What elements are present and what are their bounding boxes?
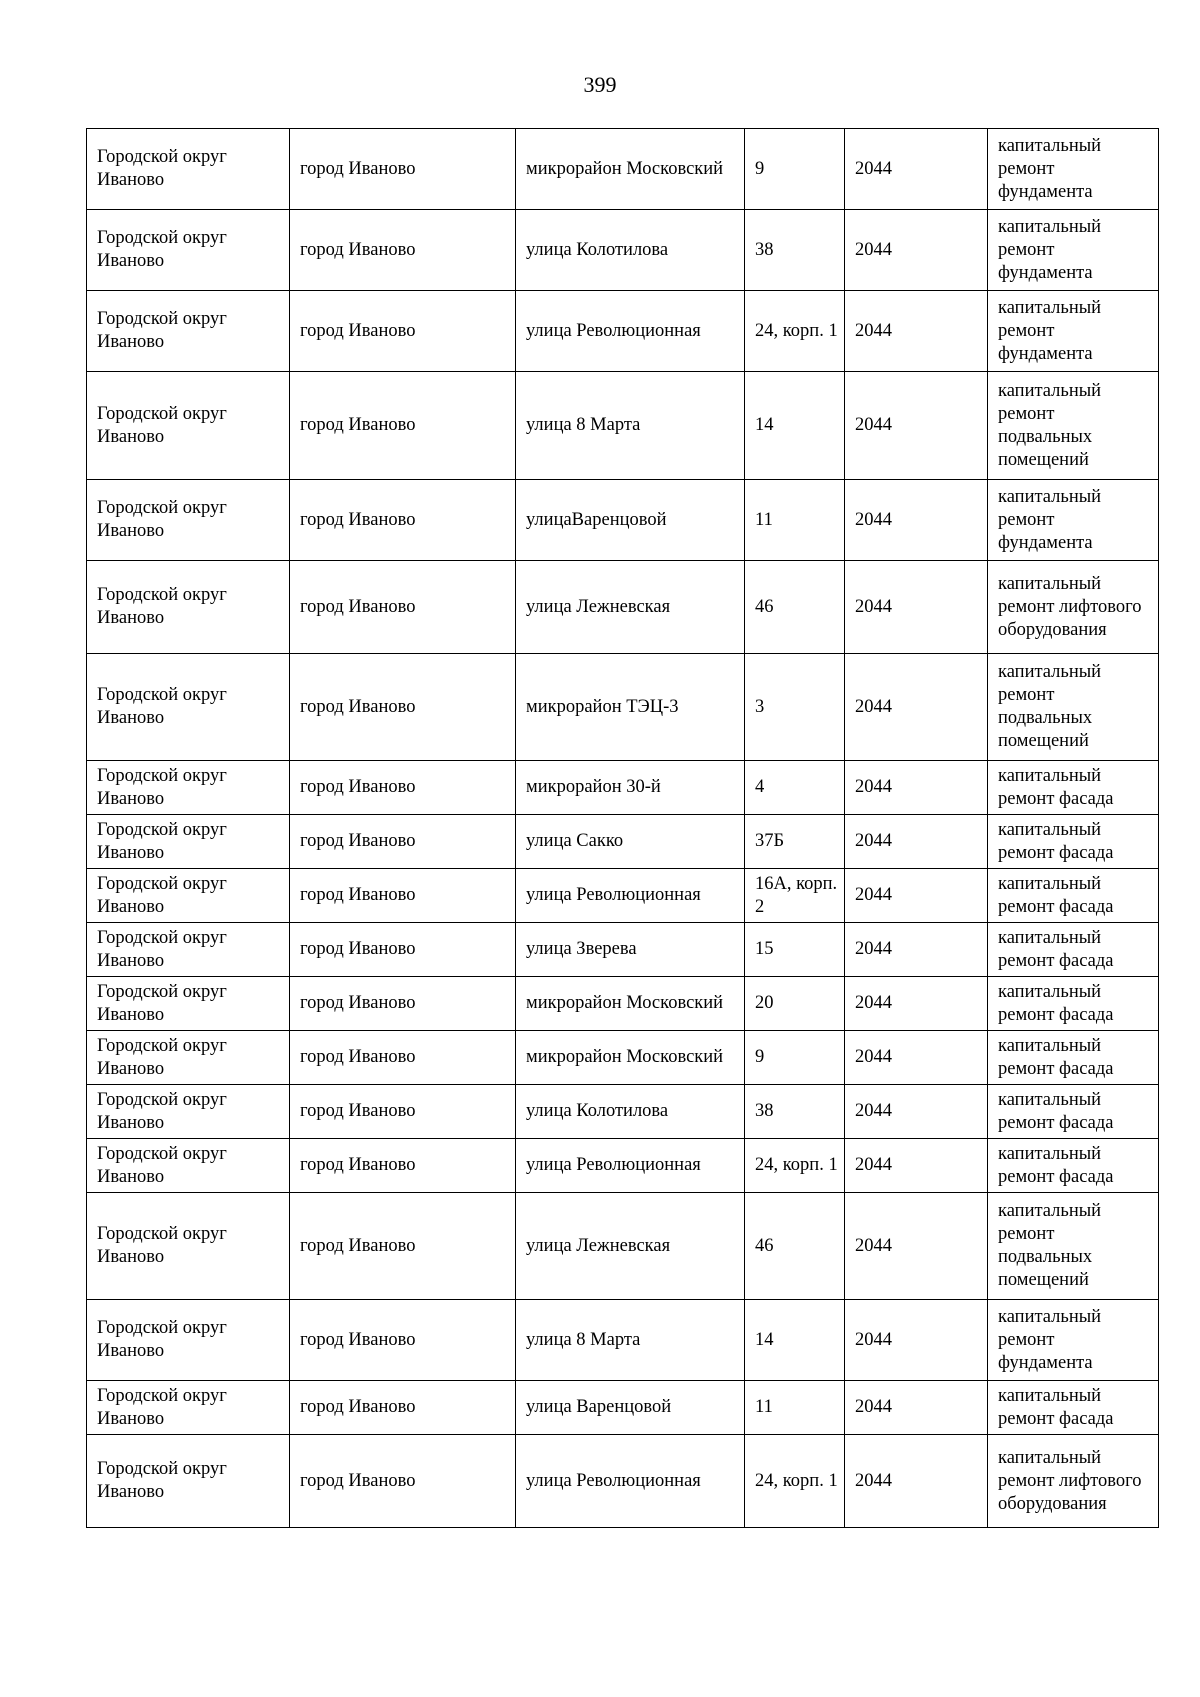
settlement-cell: город Иваново [290, 654, 516, 761]
table-row [87, 210, 1159, 291]
work-type-cell: капитальный ремонт фундамента [988, 480, 1159, 561]
year-cell: 2044 [845, 1139, 988, 1193]
year-cell: 2044 [845, 977, 988, 1031]
street-cell: микрорайон 30-й [516, 761, 745, 815]
settlement-cell: город Иваново [290, 129, 516, 210]
year-cell: 2044 [845, 561, 988, 654]
settlement-cell: город Иваново [290, 561, 516, 654]
district-cell: Городской округ Иваново [87, 480, 290, 561]
street-cell: улица Зверева [516, 923, 745, 977]
house-cell: 38 [745, 1085, 845, 1139]
house-cell: 16А, корп. 2 [745, 869, 845, 923]
table-row [87, 761, 1159, 815]
work-type-cell: капитальный ремонт лифтового оборудования [988, 1435, 1159, 1528]
house-cell: 24, корп. 1 [745, 291, 845, 372]
district-cell: Городской округ Иваново [87, 561, 290, 654]
street-cell: улица 8 Марта [516, 372, 745, 480]
house-cell: 11 [745, 1381, 845, 1435]
year-cell: 2044 [845, 869, 988, 923]
repair-schedule-table [86, 128, 1159, 1528]
year-cell: 2044 [845, 1031, 988, 1085]
district-cell: Городской округ Иваново [87, 1435, 290, 1528]
table-row [87, 1381, 1159, 1435]
house-cell: 38 [745, 210, 845, 291]
street-cell: улица Революционная [516, 1139, 745, 1193]
year-cell: 2044 [845, 923, 988, 977]
settlement-cell: город Иваново [290, 761, 516, 815]
house-cell: 3 [745, 654, 845, 761]
work-type-cell: капитальный ремонт фасада [988, 1085, 1159, 1139]
year-cell: 2044 [845, 1381, 988, 1435]
settlement-cell: город Иваново [290, 977, 516, 1031]
district-cell: Городской округ Иваново [87, 1300, 290, 1381]
year-cell: 2044 [845, 129, 988, 210]
table-row [87, 480, 1159, 561]
street-cell: улица Варенцовой [516, 1381, 745, 1435]
house-cell: 9 [745, 1031, 845, 1085]
table-row [87, 372, 1159, 480]
district-cell: Городской округ Иваново [87, 654, 290, 761]
work-type-cell: капитальный ремонт фасада [988, 815, 1159, 869]
settlement-cell: город Иваново [290, 210, 516, 291]
table-row [87, 923, 1159, 977]
district-cell: Городской округ Иваново [87, 291, 290, 372]
table-row [87, 291, 1159, 372]
settlement-cell: город Иваново [290, 1435, 516, 1528]
house-cell: 20 [745, 977, 845, 1031]
work-type-cell: капитальный ремонт подвальных помещений [988, 1193, 1159, 1300]
street-cell: микрорайон Московский [516, 1031, 745, 1085]
year-cell: 2044 [845, 1085, 988, 1139]
street-cell: улица Сакко [516, 815, 745, 869]
settlement-cell: город Иваново [290, 923, 516, 977]
district-cell: Городской округ Иваново [87, 129, 290, 210]
settlement-cell: город Иваново [290, 869, 516, 923]
work-type-cell: капитальный ремонт фасада [988, 1381, 1159, 1435]
year-cell: 2044 [845, 372, 988, 480]
work-type-cell: капитальный ремонт фундамента [988, 291, 1159, 372]
table-row [87, 815, 1159, 869]
work-type-cell: капитальный ремонт лифтового оборудования [988, 561, 1159, 654]
year-cell: 2044 [845, 291, 988, 372]
street-cell: улица Колотилова [516, 210, 745, 291]
settlement-cell: город Иваново [290, 1031, 516, 1085]
work-type-cell: капитальный ремонт фасада [988, 923, 1159, 977]
year-cell: 2044 [845, 761, 988, 815]
district-cell: Городской округ Иваново [87, 761, 290, 815]
district-cell: Городской округ Иваново [87, 869, 290, 923]
work-type-cell: капитальный ремонт фасада [988, 869, 1159, 923]
street-cell: микрорайон ТЭЦ-3 [516, 654, 745, 761]
district-cell: Городской округ Иваново [87, 1085, 290, 1139]
house-cell: 24, корп. 1 [745, 1139, 845, 1193]
year-cell: 2044 [845, 210, 988, 291]
work-type-cell: капитальный ремонт фасада [988, 1139, 1159, 1193]
street-cell: улица Лежневская [516, 561, 745, 654]
table-row [87, 654, 1159, 761]
table-row [87, 977, 1159, 1031]
settlement-cell: город Иваново [290, 1139, 516, 1193]
page-number: 399 [583, 72, 617, 97]
settlement-cell: город Иваново [290, 1300, 516, 1381]
settlement-cell: город Иваново [290, 1193, 516, 1300]
work-type-cell: капитальный ремонт подвальных помещений [988, 654, 1159, 761]
district-cell: Городской округ Иваново [87, 977, 290, 1031]
house-cell: 11 [745, 480, 845, 561]
house-cell: 14 [745, 1300, 845, 1381]
settlement-cell: город Иваново [290, 815, 516, 869]
street-cell: улицаВаренцовой [516, 480, 745, 561]
house-cell: 37Б [745, 815, 845, 869]
street-cell: улица Революционная [516, 291, 745, 372]
table-row [87, 1435, 1159, 1528]
street-cell: улица 8 Марта [516, 1300, 745, 1381]
work-type-cell: капитальный ремонт фасада [988, 1031, 1159, 1085]
table-row [87, 1031, 1159, 1085]
year-cell: 2044 [845, 1435, 988, 1528]
table-row [87, 1085, 1159, 1139]
year-cell: 2044 [845, 654, 988, 761]
work-type-cell: капитальный ремонт фундамента [988, 129, 1159, 210]
house-cell: 14 [745, 372, 845, 480]
table-row [87, 129, 1159, 210]
year-cell: 2044 [845, 480, 988, 561]
table-row [87, 869, 1159, 923]
district-cell: Городской округ Иваново [87, 1031, 290, 1085]
house-cell: 9 [745, 129, 845, 210]
street-cell: улица Лежневская [516, 1193, 745, 1300]
house-cell: 46 [745, 1193, 845, 1300]
table-row [87, 1193, 1159, 1300]
settlement-cell: город Иваново [290, 1381, 516, 1435]
district-cell: Городской округ Иваново [87, 1193, 290, 1300]
settlement-cell: город Иваново [290, 372, 516, 480]
work-type-cell: капитальный ремонт подвальных помещений [988, 372, 1159, 480]
table-row [87, 1300, 1159, 1381]
house-cell: 46 [745, 561, 845, 654]
house-cell: 4 [745, 761, 845, 815]
house-cell: 24, корп. 1 [745, 1435, 845, 1528]
work-type-cell: капитальный ремонт фундамента [988, 1300, 1159, 1381]
settlement-cell: город Иваново [290, 291, 516, 372]
work-type-cell: капитальный ремонт фундамента [988, 210, 1159, 291]
settlement-cell: город Иваново [290, 480, 516, 561]
settlement-cell: город Иваново [290, 1085, 516, 1139]
street-cell: микрорайон Московский [516, 129, 745, 210]
year-cell: 2044 [845, 1300, 988, 1381]
work-type-cell: капитальный ремонт фасада [988, 761, 1159, 815]
district-cell: Городской округ Иваново [87, 372, 290, 480]
street-cell: микрорайон Московский [516, 977, 745, 1031]
work-type-cell: капитальный ремонт фасада [988, 977, 1159, 1031]
table-row [87, 1139, 1159, 1193]
district-cell: Городской округ Иваново [87, 923, 290, 977]
district-cell: Городской округ Иваново [87, 815, 290, 869]
street-cell: улица Революционная [516, 1435, 745, 1528]
street-cell: улица Революционная [516, 869, 745, 923]
house-cell: 15 [745, 923, 845, 977]
street-cell: улица Колотилова [516, 1085, 745, 1139]
year-cell: 2044 [845, 1193, 988, 1300]
table-row [87, 561, 1159, 654]
district-cell: Городской округ Иваново [87, 1381, 290, 1435]
district-cell: Городской округ Иваново [87, 210, 290, 291]
year-cell: 2044 [845, 815, 988, 869]
district-cell: Городской округ Иваново [87, 1139, 290, 1193]
